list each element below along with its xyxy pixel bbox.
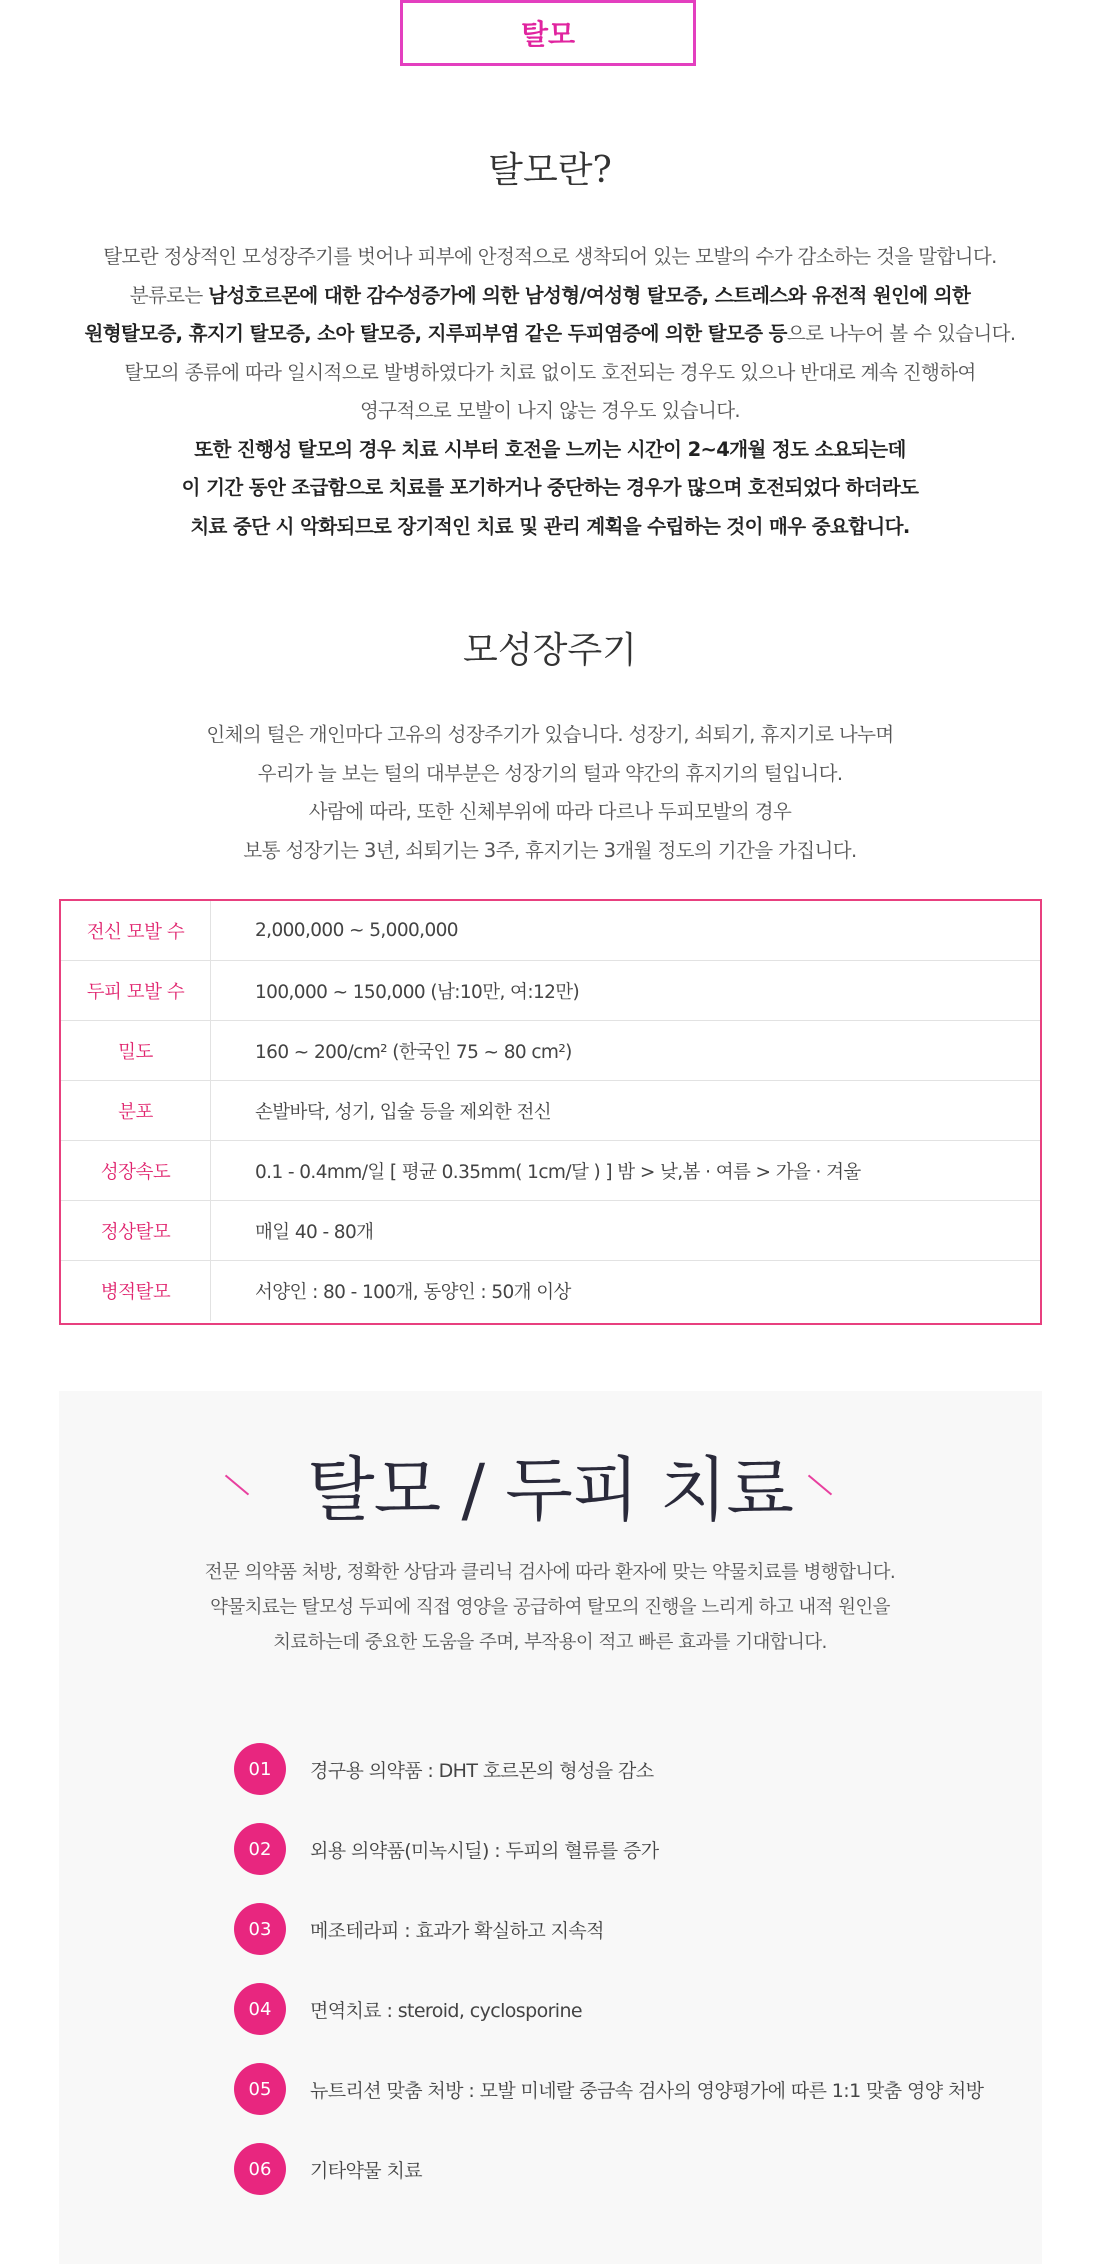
table-row — [61, 1201, 1040, 1261]
table-row-value: 2,000,000 ~ 5,000,000 — [255, 920, 458, 941]
number-badge: 01 — [234, 1743, 286, 1795]
paragraph-text: 탈모의 종류에 따라 일시적으로 발병하였다가 치료 없이도 호전되는 경우도 있으나 반대로 계속 진행하여 — [124, 360, 976, 384]
table-row-label: 두피 모발 수 — [61, 961, 211, 1020]
list-item — [234, 1809, 983, 1889]
list-item-text: 뉴트리션 맞춤 처방 : 모발 미네랄 중금속 검사의 영양평가에 따른 1:1 맞춤 영양 처방 — [310, 2079, 984, 2102]
paragraph-line — [0, 392, 1100, 431]
table-row-value: 매일 40 - 80개 — [255, 1221, 374, 1243]
section1-paragraph — [0, 238, 1100, 546]
list-item-text: 외용 의약품(미녹시딜) : 두피의 혈류를 증가 — [310, 1839, 659, 1862]
paragraph-line — [0, 277, 1100, 316]
paragraph-line — [0, 238, 1100, 277]
tab-label: 탈모 — [520, 18, 576, 51]
section-title-what-is-hair-loss: 탈모란? — [488, 150, 612, 191]
table-row — [61, 901, 1040, 961]
list-item — [234, 2129, 983, 2209]
section3-paragraph — [0, 1555, 1100, 1660]
list-item — [234, 1969, 983, 2049]
section-title-treatment: 탈모 / 두피 치료 — [306, 1449, 794, 1531]
list-item-text: 면역치료 : steroid, cyclosporine — [310, 1999, 583, 2022]
number-badge: 03 — [234, 1903, 286, 1955]
paragraph-text: 분류로는 — [129, 283, 209, 307]
emphasized-text: 또한 진행성 탈모의 경우 치료 시부터 호전을 느끼는 시간이 2~4개월 정도 소요되는데 — [194, 437, 906, 461]
section-title-hair-growth-cycle: 모성장주기 — [463, 630, 637, 671]
paragraph-text: 으로 나누어 볼 수 있습니다. — [786, 322, 1016, 345]
number-badge: 04 — [234, 1983, 286, 2035]
paragraph-text: 탈모란 정상적인 모성장주기를 벗어나 피부에 안정적으로 생착되어 있는 모발의 수가 감소하는 것을 말합니다. — [103, 245, 997, 268]
table-row — [61, 1081, 1040, 1141]
number-badge: 02 — [234, 1823, 286, 1875]
list-item-text: 기타약물 치료 — [310, 2159, 422, 2182]
number-badge: 05 — [234, 2063, 286, 2115]
table-row-label: 정상탈모 — [61, 1201, 211, 1260]
emphasized-text: 원형탈모증, 휴지기 탈모증, 소아 탈모증, 지루피부염 같은 두피염증에 의한 탈모증 등 — [84, 322, 787, 345]
table-row-label: 성장속도 — [61, 1141, 211, 1200]
paragraph-line: 전문 의약품 처방, 정확한 상담과 클리닉 검사에 따라 환자에 맞는 약물치료를 병행합니다. — [204, 1562, 896, 1583]
table-row — [61, 1021, 1040, 1081]
tab-hair-loss[interactable] — [400, 0, 696, 66]
paragraph-line: 인체의 털은 개인마다 고유의 성장주기가 있습니다. 성장기, 쇠퇴기, 휴지기로 나누며 — [206, 723, 894, 746]
paragraph-line — [0, 354, 1100, 393]
paragraph-line: 사람에 따라, 또한 신체부위에 따라 다르나 두피모발의 경우 — [308, 800, 792, 823]
paragraph-line: 보통 성장기는 3년, 쇠퇴기는 3주, 휴지기는 3개월 정도의 기간을 가집니다. — [243, 838, 857, 862]
list-item-text: 경구용 의약품 : DHT 호르몬의 형성을 감소 — [310, 1759, 654, 1782]
paragraph-line — [0, 431, 1100, 470]
table-row — [61, 1141, 1040, 1201]
emphasized-text: 남성호르몬에 대한 감수성증가에 의한 남성형/여성형 탈모증, 스트레스와 유전적 원인에 의한 — [208, 283, 971, 307]
list-item-text: 메조테라피 : 효과가 확실하고 지속적 — [310, 1919, 604, 1942]
paragraph-line: 치료하는데 중요한 도움을 주며, 부작용이 적고 빠른 효과를 기대합니다. — [273, 1632, 827, 1653]
emphasized-text: 치료 중단 시 악화되므로 장기적인 치료 및 관리 계획을 수립하는 것이 매우 중요합니다. — [190, 514, 910, 538]
list-item — [234, 1889, 983, 1969]
table-row-value: 160 ~ 200/cm² (한국인 75 ~ 80 cm²) — [255, 1041, 572, 1063]
table-row-value: 서양인 : 80 - 100개, 동양인 : 50개 이상 — [255, 1282, 571, 1303]
table-row-label: 밀도 — [61, 1021, 211, 1080]
table-row — [61, 961, 1040, 1021]
treatment-list — [234, 1729, 983, 2209]
table-row-label: 전신 모발 수 — [61, 901, 211, 960]
number-badge: 06 — [234, 2143, 286, 2195]
section2-paragraph — [0, 716, 1100, 870]
paragraph-line — [0, 315, 1100, 354]
paragraph-line — [0, 469, 1100, 508]
list-item — [234, 1729, 983, 1809]
table-row-label: 병적탈모 — [61, 1261, 211, 1321]
paragraph-line: 약물치료는 탈모성 두피에 직접 영양을 공급하여 탈모의 진행을 느리게 하고 내적 원인을 — [210, 1597, 890, 1618]
emphasized-text: 이 기간 동안 조급함으로 치료를 포기하거나 중단하는 경우가 많으며 호전되었다 하더라도 — [181, 476, 919, 499]
table-row-value: 0.1 - 0.4mm/일 [ 평균 0.35mm( 1cm/달 ) ] 밤 > 낮,봄 · 여름 > 가을 · 겨울 — [255, 1161, 861, 1183]
table-row — [61, 1261, 1040, 1321]
table-row-value: 손발바닥, 성기, 입술 등을 제외한 전신 — [255, 1101, 552, 1123]
paragraph-text: 영구적으로 모발이 나지 않는 경우도 있습니다. — [359, 399, 741, 422]
table-row-value: 100,000 ~ 150,000 (남:10만, 여:12만) — [255, 981, 580, 1003]
paragraph-line — [0, 508, 1100, 547]
table-row-label: 분포 — [61, 1081, 211, 1140]
hair-facts-table — [59, 899, 1042, 1325]
list-item — [234, 2049, 983, 2129]
paragraph-line: 우리가 늘 보는 털의 대부분은 성장기의 털과 약간의 휴지기의 털입니다. — [257, 761, 843, 785]
